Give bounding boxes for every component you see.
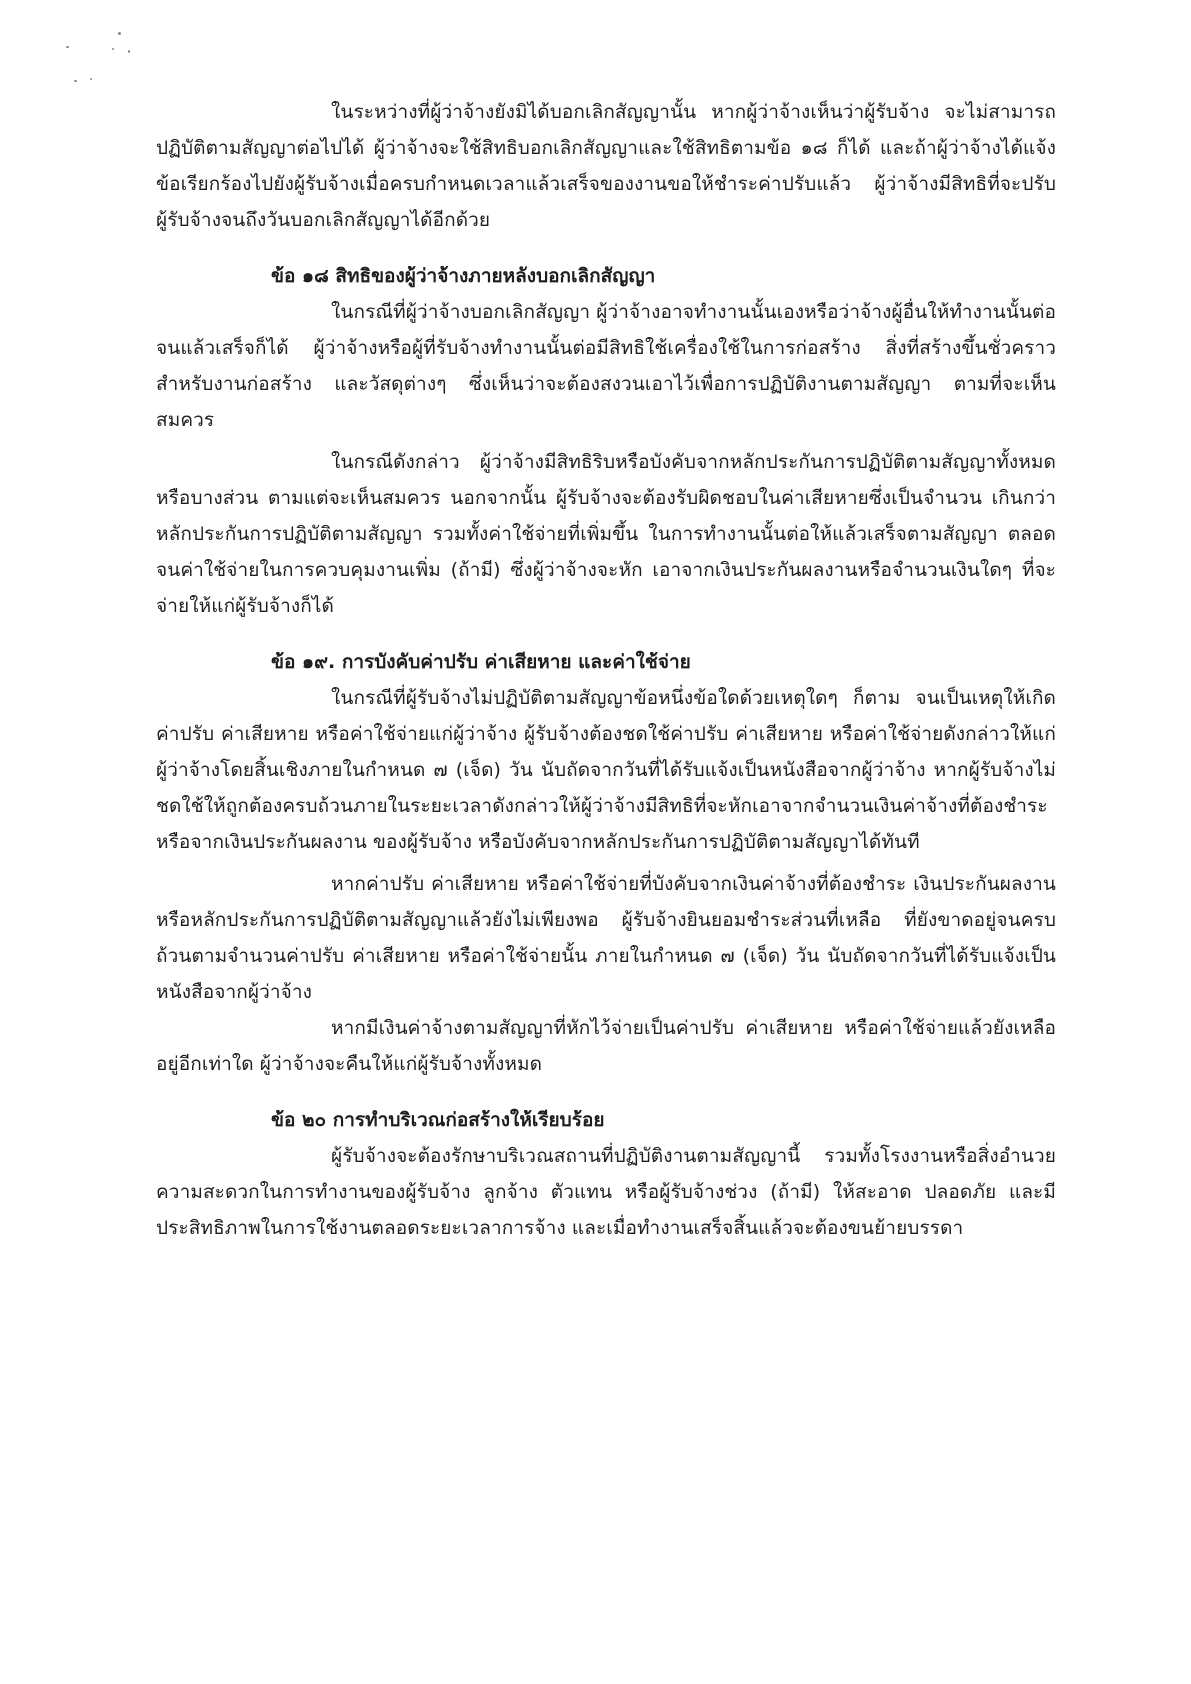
paragraph: หากมีเงินค่าจ้างตามสัญญาที่หักไว้จ่ายเป็นค่าปรับ ค่าเสียหาย หรือค่าใช้จ่ายแล้วยังเหลืออยู่อีกเท่าใด ผู้ว่าจ้างจะคืนให้แก่ผู้รับจ้างทั้งหมด [156, 1017, 1056, 1075]
paragraph: ในกรณีที่ผู้รับจ้างไม่ปฏิบัติตามสัญญาข้อหนึ่งข้อใดด้วยเหตุใดๆ ก็ตาม จนเป็นเหตุให้เกิดค่าปรับ ค่าเสียหาย หรือค่าใช้จ่ายแก่ผู้ว่าจ้าง ผู้รับจ้างต้องชดใช้ค่าปรับ ค่าเสียหาย หรือค่าใช้จ่ายดังกล่าวให้แก่ผู้ว่าจ้างโดยสิ้นเชิงภายในกำหนด ๗ (เจ็ด) วัน นับถัดจากวันที่ได้รับแจ้งเป็นหนังสือจากผู้ว่าจ้าง หากผู้รับจ้างไม่ชดใช้ให้ถูกต้องครบถ้วนภายในระยะเวลาดังกล่าวให้ผู้ว่าจ้างมีสิทธิที่จะหักเอาจากจำนวนเงินค่าจ้างที่ต้องชำระ หรือจากเงินประกันผลงาน ของผู้รับจ้าง หรือบังคับจากหลักประกันการปฏิบัติตามสัญญาได้ทันที [156, 687, 1056, 853]
spacer [156, 1082, 1056, 1102]
scan-speck [74, 80, 77, 82]
section-heading: ข้อ ๒๐ การทำบริเวณก่อสร้างให้เรียบร้อย [271, 1109, 605, 1131]
scan-speck [66, 46, 69, 48]
scan-speck [90, 78, 92, 80]
section-heading: ข้อ ๑๙. การบังคับค่าปรับ ค่าเสียหาย และค่าใช้จ่าย [271, 651, 691, 673]
spacer [156, 238, 1056, 258]
document-body [156, 94, 1056, 1246]
paragraph: หากค่าปรับ ค่าเสียหาย หรือค่าใช้จ่ายที่บังคับจากเงินค่าจ้างที่ต้องชำระ เงินประกันผลงาน หรือหลักประกันการปฏิบัติตามสัญญาแล้วยังไม่เพียงพอ ผู้รับจ้างยินยอมชำระส่วนที่เหลือ ที่ยังขาดอยู่จนครบถ้วนตามจำนวนค่าปรับ ค่าเสียหาย หรือค่าใช้จ่ายนั้น ภายในกำหนด ๗ (เจ็ด) วัน นับถัดจากวันที่ได้รับแจ้งเป็นหนังสือจากผู้ว่าจ้าง [156, 873, 1056, 1003]
paragraph: ในกรณีดังกล่าว ผู้ว่าจ้างมีสิทธิริบหรือบังคับจากหลักประกันการปฏิบัติตามสัญญาทั้งหมด หรือบางส่วน ตามแต่จะเห็นสมควร นอกจากนั้น ผู้รับจ้างจะต้องรับผิดชอบในค่าเสียหายซึ่งเป็นจำนวน เกินกว่าหลักประกันการปฏิบัติตามสัญญา รวมทั้งค่าใช้จ่ายที่เพิ่มขึ้น ในการทำงานนั้นต่อให้แล้วเสร็จตามสัญญา ตลอดจนค่าใช้จ่ายในการควบคุมงานเพิ่ม (ถ้ามี) ซึ่งผู้ว่าจ้างจะหัก เอาจากเงินประกันผลงานหรือจำนวนเงินใดๆ ที่จะจ่ายให้แก่ผู้รับจ้างก็ได้ [156, 451, 1056, 617]
spacer [156, 624, 1056, 644]
scan-speck [128, 50, 130, 53]
paragraph: ในระหว่างที่ผู้ว่าจ้างยังมิได้บอกเลิกสัญญานั้น หากผู้ว่าจ้างเห็นว่าผู้รับจ้าง จะไม่สามารถปฏิบัติตามสัญญาต่อไปได้ ผู้ว่าจ้างจะใช้สิทธิบอกเลิกสัญญาและใช้สิทธิตามข้อ ๑๘ ก็ได้ และถ้าผู้ว่าจ้างได้แจ้งข้อเรียกร้องไปยังผู้รับจ้างเมื่อครบกำหนดเวลาแล้วเสร็จของงานขอให้ชำระค่าปรับแล้ว ผู้ว่าจ้างมีสิทธิที่จะปรับผู้รับจ้างจนถึงวันบอกเลิกสัญญาได้อีกด้วย [156, 101, 1056, 231]
scan-speck [118, 32, 121, 35]
section-heading: ข้อ ๑๘ สิทธิของผู้ว่าจ้างภายหลังบอกเลิกสัญญา [271, 265, 656, 287]
paragraph: ผู้รับจ้างจะต้องรักษาบริเวณสถานที่ปฏิบัติงานตามสัญญานี้ รวมทั้งโรงงานหรือสิ่งอำนวยความสะดวกในการทำงานของผู้รับจ้าง ลูกจ้าง ตัวแทน หรือผู้รับจ้างช่วง (ถ้ามี) ให้สะอาด ปลอดภัย และมีประสิทธิภาพในการใช้งานตลอดระยะเวลาการจ้าง และเมื่อทำงานเสร็จสิ้นแล้วจะต้องขนย้ายบรรดา [156, 1145, 1056, 1239]
scan-specks [60, 28, 150, 88]
scan-speck [112, 48, 114, 50]
paragraph: ในกรณีที่ผู้ว่าจ้างบอกเลิกสัญญา ผู้ว่าจ้างอาจทำงานนั้นเองหรือว่าจ้างผู้อื่นให้ทำงานนั้นต่อจนแล้วเสร็จก็ได้ ผู้ว่าจ้างหรือผู้ที่รับจ้างทำงานนั้นต่อมีสิทธิใช้เครื่องใช้ในการก่อสร้าง สิ่งที่สร้างขึ้นชั่วคราวสำหรับงานก่อสร้าง และวัสดุต่างๆ ซึ่งเห็นว่าจะต้องสงวนเอาไว้เพื่อการปฏิบัติงานตามสัญญา ตามที่จะเห็นสมควร [156, 301, 1056, 431]
